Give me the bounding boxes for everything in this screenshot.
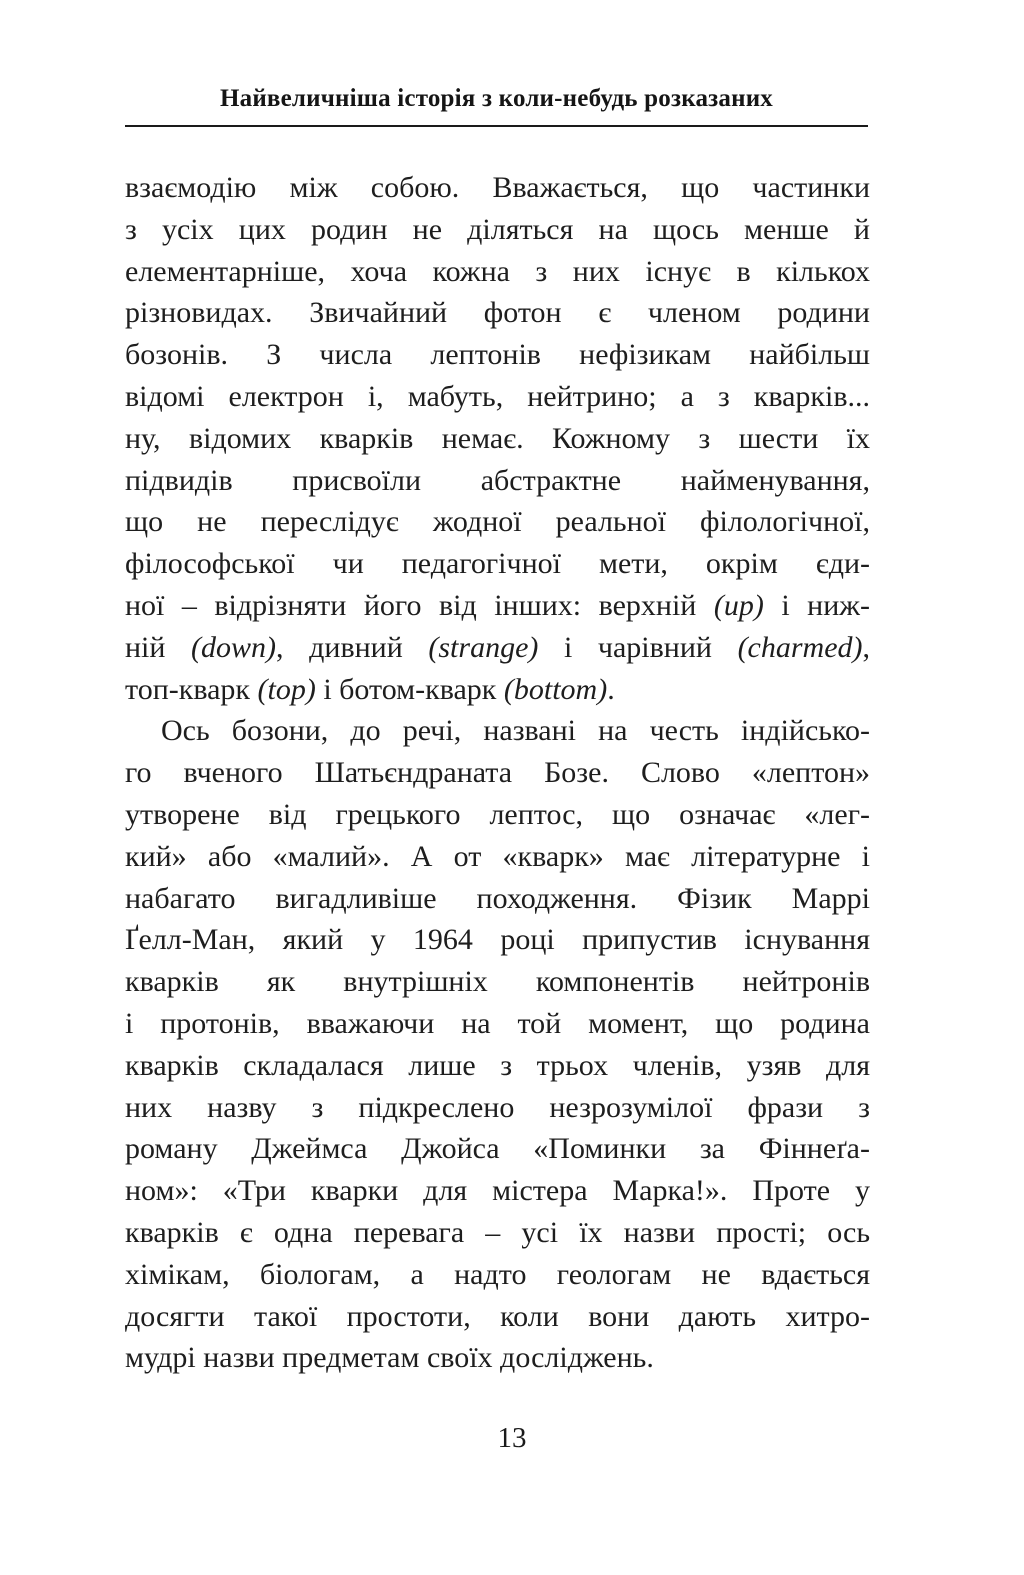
italic-term-down: (down) bbox=[191, 630, 277, 664]
text-run: і ниж- bbox=[763, 588, 870, 622]
italic-term-charmed: (charmed) bbox=[737, 630, 863, 664]
text-line: кварків як внутрішніх компонентів нейтронів bbox=[125, 965, 870, 999]
italic-term-top: (top) bbox=[257, 672, 316, 706]
text-line: набагато вигадливіше походження. Фізик Маррі bbox=[125, 881, 870, 915]
paragraph-2 bbox=[125, 710, 870, 1379]
text-line: утворене від грецького лептос, що означає «лег- bbox=[125, 797, 870, 831]
text-line: Ось бозони, до речі, названі на честь індійсько- bbox=[161, 714, 870, 748]
italic-term-strange: (strange) bbox=[428, 630, 539, 664]
header-rule-divider bbox=[125, 125, 868, 127]
text-line: них назву з підкреслено незрозумілої фрази з bbox=[125, 1090, 870, 1124]
text-run: ній bbox=[125, 630, 192, 664]
italic-term-up: (up) bbox=[713, 588, 764, 622]
text-line: різновидах. Звичайний фотон є членом родини bbox=[125, 296, 870, 330]
text-line bbox=[125, 627, 870, 669]
text-line: філософської чи педагогічної мети, окрім єди- bbox=[125, 547, 870, 581]
text-line: кварків є одна перевага – усі їх назви прості; ось bbox=[125, 1215, 870, 1249]
text-line: взаємодію між собою. Вважається, що частинки bbox=[125, 171, 870, 204]
text-run: ної – відрізняти його від інших: верхній bbox=[125, 588, 714, 622]
text-run: і ботом-кварк bbox=[315, 672, 504, 706]
text-line: хімікам, біологам, а надто геологам не вдається bbox=[125, 1257, 870, 1291]
running-header-title: Найвеличніша історія з коли-небудь розказаних bbox=[219, 85, 774, 112]
text-line: елементарніше, хоча кожна з них існує в кількох bbox=[125, 254, 870, 288]
text-line: ну, відомих кварків немає. Кожному з шести їх bbox=[125, 421, 870, 455]
text-line: кий» або «малий». А от «кварк» має літературне і bbox=[125, 839, 870, 873]
italic-term-bottom: (bottom) bbox=[503, 672, 608, 706]
text-line: досягти такої простоти, коли вони дають хитро- bbox=[125, 1299, 870, 1333]
text-line: роману Джеймса Джойса «Поминки за Фіннеґа- bbox=[125, 1132, 870, 1166]
text-line: що не переслідує жодної реальної філологічної, bbox=[125, 505, 870, 539]
text-run: , дивний bbox=[276, 630, 429, 664]
text-line: мудрі назви предметам своїх досліджень. bbox=[125, 1341, 654, 1375]
text-line: го вченого Шатьєндраната Бозе. Слово «лептон» bbox=[125, 756, 870, 790]
text-line: відомі електрон і, мабуть, нейтрино; а з кварків... bbox=[125, 379, 870, 413]
text-line: підвидів присвоїли абстрактне найменування, bbox=[125, 463, 870, 497]
text-line: і протонів, вважаючи на той момент, що родина bbox=[125, 1006, 870, 1040]
text-line: Ґелл-Ман, який у 1964 році припустив існування bbox=[125, 923, 870, 957]
text-run: . bbox=[607, 672, 615, 706]
text-run: і чарівний bbox=[538, 630, 738, 664]
text-line: ном»: «Три кварки для містера Марка!». Проте у bbox=[125, 1174, 870, 1208]
text-line: бозонів. З числа лептонів нефізикам найбільш bbox=[125, 338, 870, 372]
text-run: , bbox=[862, 630, 871, 664]
text-line: з усіх цих родин не діляться на щось менше й bbox=[125, 212, 870, 246]
page-number: 13 bbox=[497, 1422, 527, 1454]
text-line bbox=[125, 585, 870, 627]
text-run: топ-кварк bbox=[125, 672, 258, 706]
text-line bbox=[125, 669, 870, 711]
paragraph-1 bbox=[125, 167, 870, 710]
page-body-text bbox=[125, 167, 870, 1379]
text-line: кварків складалася лише з трьох членів, узяв для bbox=[125, 1048, 870, 1082]
